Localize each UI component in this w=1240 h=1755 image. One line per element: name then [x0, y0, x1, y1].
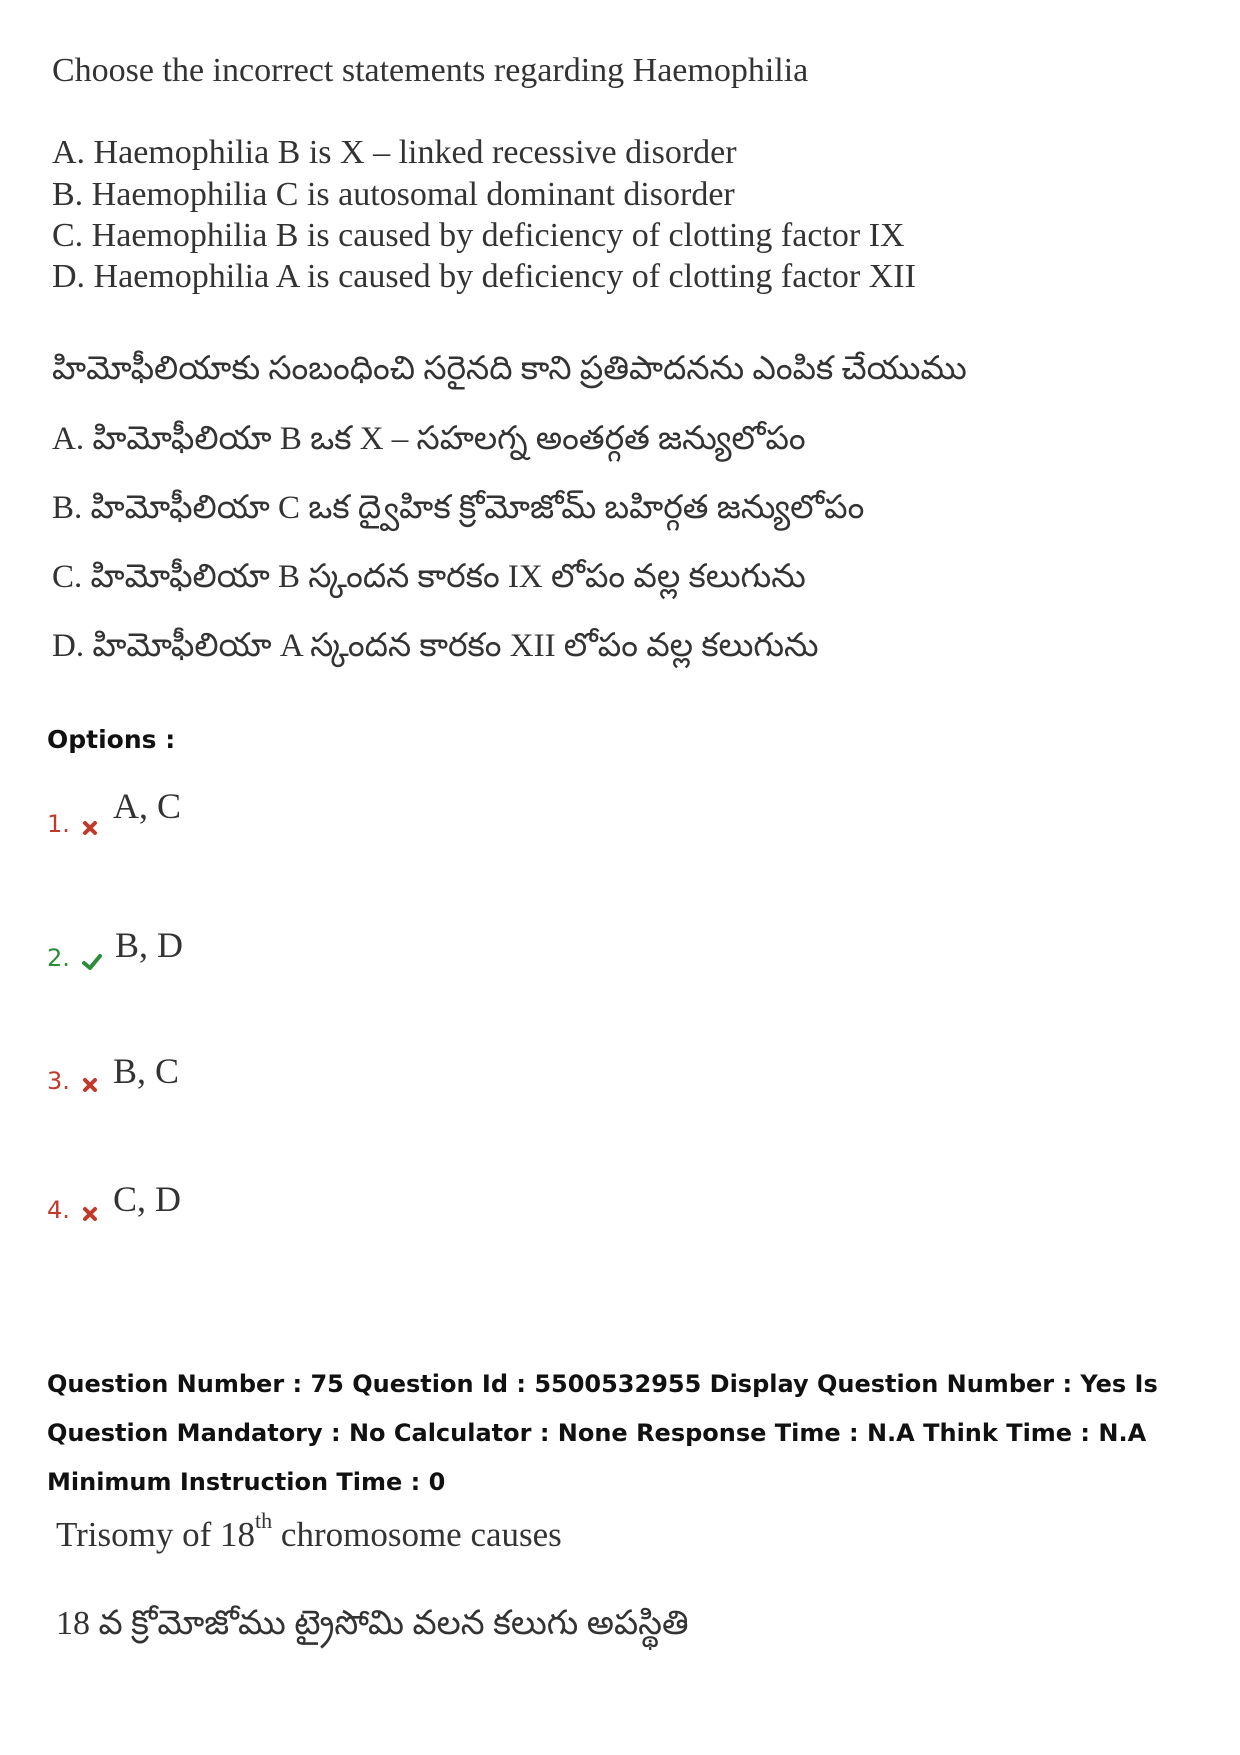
cross-icon [80, 1204, 100, 1224]
statement-d: D. Haemophilia A is caused by deficiency of clotting factor XII [52, 258, 916, 295]
option-4 [47, 1196, 100, 1224]
option-4-text: C, D [113, 1179, 182, 1219]
telugu-statement-b: B. హిమోఫీలియా C ఒక ద్వైహిక క్రోమోజోమ్ బహిర్గత జన్యులోపం [52, 490, 865, 526]
option-3 [47, 1067, 100, 1095]
cross-icon [80, 1075, 100, 1095]
telugu-question-title: హిమోఫీలియాకు సంబంధించి సరైనది కాని ప్రతిపాదనను ఎంపిక చేయుము [52, 351, 967, 387]
option-2 [47, 944, 104, 972]
next-question-prefix: Trisomy of 18 [56, 1515, 256, 1554]
option-number: 4. [47, 1196, 70, 1224]
telugu-statement-d: D. హిమోఫీలియా A స్కందన కారకం XII లోపం వల్ల కలుగును [52, 628, 819, 664]
option-2-text: B, D [115, 925, 184, 965]
question-title: Choose the incorrect statements regarding Haemophilia [52, 52, 809, 89]
option-3-text: B, C [113, 1051, 180, 1091]
option-number: 3. [47, 1067, 70, 1095]
telugu-statement-a: A. హిమోఫీలియా B ఒక X – సహలగ్న అంతర్గత జన్యులోపం [52, 421, 806, 457]
next-question-suffix: chromosome causes [272, 1515, 562, 1554]
option-number: 2. [47, 944, 70, 972]
telugu-statement-c: C. హిమోఫీలియా B స్కందన కారకం IX లోపం వల్ల కలుగును [52, 559, 806, 595]
statement-c: C. Haemophilia B is caused by deficiency of clotting factor IX [52, 217, 905, 254]
question-metadata: Question Number : 75 Question Id : 5500532955 Display Question Number : Yes Is Question Mandatory : No Calculator : None Response Time : N.A Think Time : N.A Minimum Instruction Time : 0 [47, 1370, 1158, 1496]
next-question-telugu: 18 వ క్రోమోజోము ట్రైసోమి వలన కలుగు అపస్థితి [56, 1605, 689, 1642]
check-icon [80, 952, 104, 972]
option-number: 1. [47, 810, 70, 838]
statement-a: A. Haemophilia B is X – linked recessive disorder [52, 134, 737, 171]
statement-b: B. Haemophilia C is autosomal dominant disorder [52, 176, 735, 213]
cross-icon [80, 818, 100, 838]
option-1 [47, 810, 100, 838]
next-question-title [56, 1508, 562, 1555]
options-label: Options : [47, 725, 176, 754]
next-question-superscript: th [255, 1508, 273, 1533]
option-1-text: A, C [113, 786, 182, 826]
